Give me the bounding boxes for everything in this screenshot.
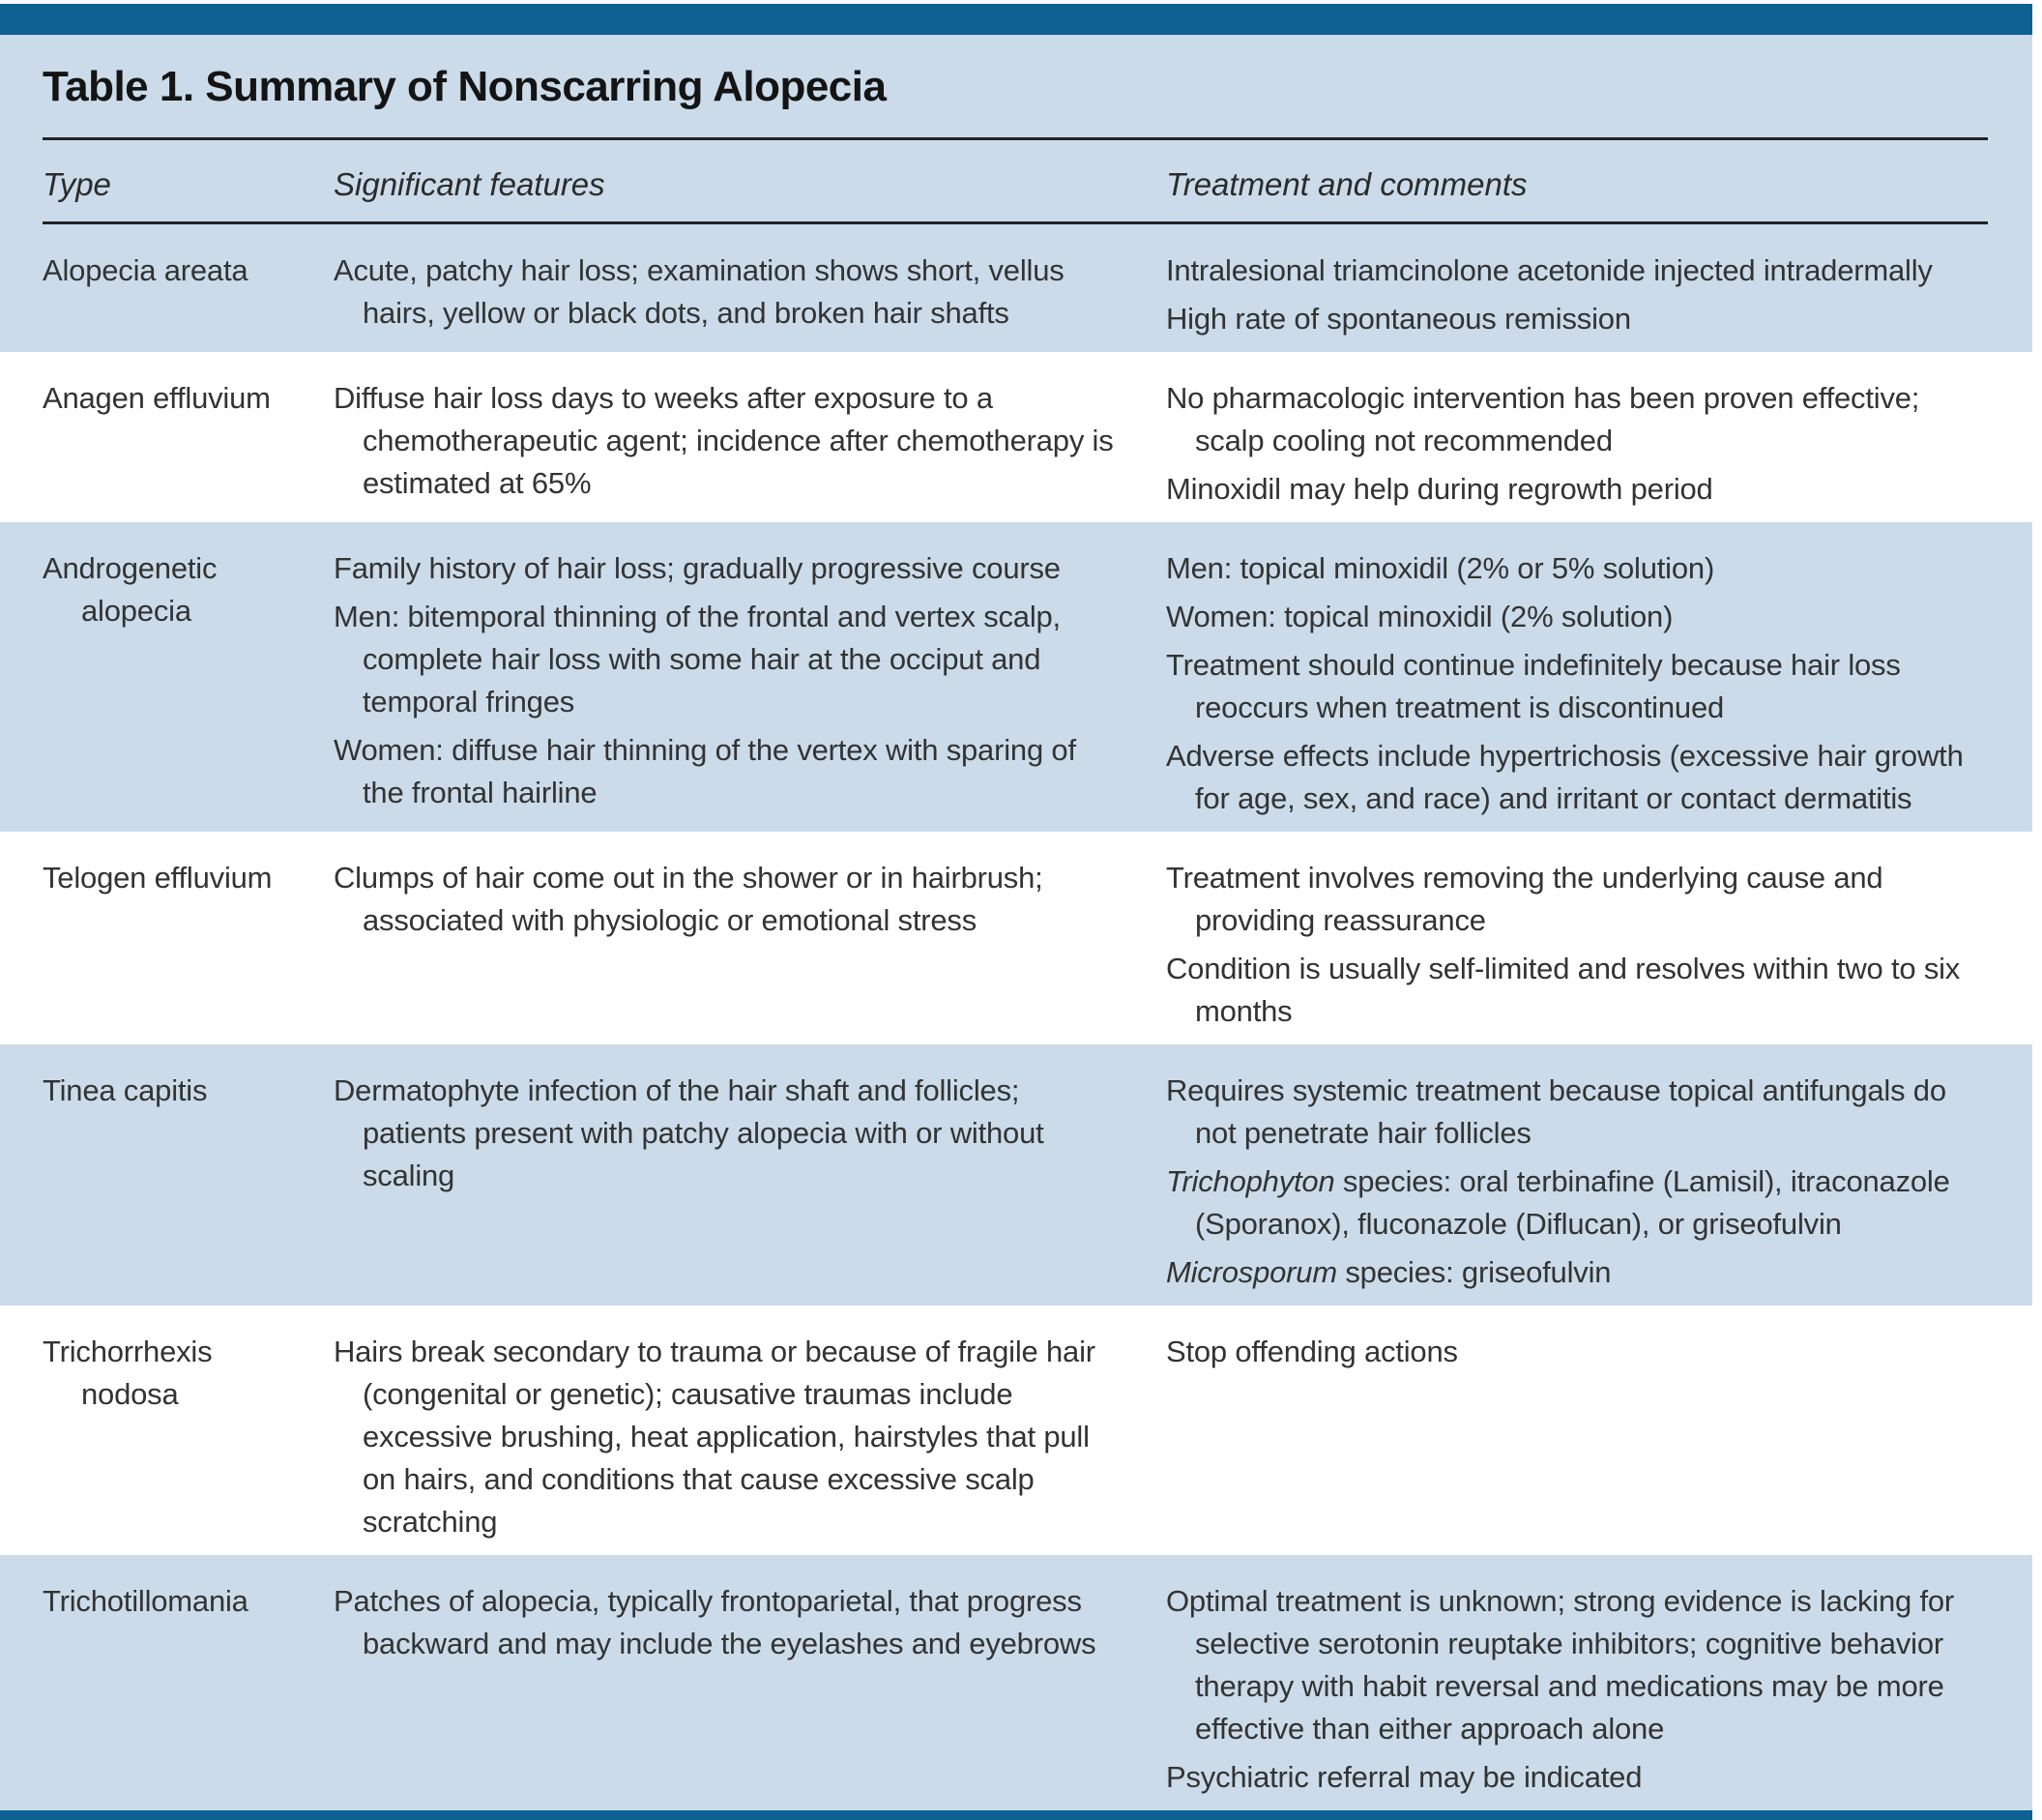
cell-paragraph: Condition is usually self-limited and resolves within two to six months [1166, 952, 1961, 1028]
table-header-block [0, 35, 2032, 224]
cell-paragraph: Stop offending actions [1166, 1335, 1458, 1368]
cell-paragraph: Women: topical minoxidil (2% solution) [1166, 600, 1674, 633]
table-body [0, 35, 2032, 1801]
table-row [0, 522, 2032, 832]
cell-paragraph: Trichophyton species: oral terbinafine (Lamisil), itraconazole (Sporanox), fluconazole (Diflucan), or griseofulvin [1166, 1164, 1950, 1241]
table-row [0, 352, 2032, 522]
type-cell: Anagen effluvium [43, 381, 271, 415]
cell-paragraph: Men: topical minoxidil (2% or 5% solution) [1166, 551, 1715, 585]
table-row [0, 1306, 2032, 1555]
column-header-features: Significant features [334, 166, 605, 202]
type-cell: Alopecia areata [43, 253, 248, 287]
column-header-type: Type [43, 166, 111, 202]
cell-paragraph: Acute, patchy hair loss; examination shows short, vellus hairs, yellow or black dots, and broken hair shafts [334, 253, 1065, 330]
features-cell [334, 250, 1166, 340]
top-accent-bar [0, 4, 2032, 35]
features-cell [334, 547, 1166, 820]
cell-paragraph: Psychiatric referral may be indicated [1166, 1760, 1643, 1794]
cell-paragraph: Requires systemic treatment because topical antifungals do not penetrate hair follicles [1166, 1073, 1946, 1150]
table-row [0, 224, 2032, 352]
cell-paragraph: Hairs break secondary to trauma or because of fragile hair (congenital or genetic); causative traumas include excessive brushing, heat application, hairstyles that pull on hairs, and conditions that cause excessive scalp scratching [334, 1335, 1095, 1539]
cell-paragraph: Family history of hair loss; gradually progressive course [334, 551, 1061, 585]
table-row [0, 832, 2032, 1044]
cell-paragraph: Adverse effects include hypertrichosis (excessive hair growth for age, sex, and race) and irritant or contact dermatitis [1166, 739, 1964, 815]
cell-paragraph: High rate of spontaneous remission [1166, 302, 1631, 336]
cell-paragraph: Clumps of hair come out in the shower or in hairbrush; associated with physiologic or emotional stress [334, 861, 1043, 937]
table-row [0, 1555, 2032, 1810]
column-header-treatment: Treatment and comments [1166, 166, 1528, 202]
treatment-cell [1166, 547, 1988, 820]
cell-paragraph: Intralesional triamcinolone acetonide injected intradermally [1166, 253, 1933, 287]
type-cell: Androgenetic alopecia [43, 551, 218, 628]
cell-paragraph: Diffuse hair loss days to weeks after exposure to a chemotherapeutic agent; incidence after chemotherapy is estimated at 65% [334, 381, 1114, 500]
type-cell: Tinea capitis [43, 1073, 208, 1107]
treatment-cell [1166, 1580, 1988, 1799]
cell-paragraph: Patches of alopecia, typically frontoparietal, that progress backward and may include the eyelashes and eyebrows [334, 1584, 1096, 1660]
cell-paragraph: Optimal treatment is unknown; strong evidence is lacking for selective serotonin reuptake inhibitors; cognitive behavior therapy with habit reversal and medications may be more effective than either approach alone [1166, 1584, 1955, 1746]
treatment-cell [1166, 250, 1988, 340]
type-cell: Trichotillomania [43, 1584, 248, 1618]
features-cell [334, 1070, 1166, 1294]
column-headers [43, 140, 1988, 221]
cell-paragraph: Treatment should continue indefinitely because hair loss reoccurs when treatment is discontinued [1166, 648, 1901, 724]
type-cell: Trichorrhexis nodosa [43, 1335, 213, 1411]
features-cell [334, 377, 1166, 511]
treatment-cell [1166, 857, 1988, 1033]
features-cell [334, 1331, 1166, 1543]
cell-paragraph: Microsporum species: griseofulvin [1166, 1255, 1612, 1289]
cell-paragraph: Women: diffuse hair thinning of the vertex with sparing of the frontal hairline [334, 733, 1076, 809]
table-row [0, 1044, 2032, 1306]
cell-paragraph: Men: bitemporal thinning of the frontal and vertex scalp, complete hair loss with some hair at the occiput and temporal fringes [334, 600, 1061, 719]
features-cell [334, 857, 1166, 1033]
type-cell: Telogen effluvium [43, 861, 273, 895]
cell-paragraph: Dermatophyte infection of the hair shaft and follicles; patients present with patchy alopecia with or without scaling [334, 1073, 1044, 1192]
treatment-cell [1166, 377, 1988, 511]
features-cell [334, 1580, 1166, 1799]
table-title: Table 1. Summary of Nonscarring Alopecia [43, 63, 887, 110]
table-rows [0, 224, 2032, 1810]
treatment-cell [1166, 1070, 1988, 1294]
cell-paragraph: Minoxidil may help during regrowth period [1166, 472, 1713, 506]
cell-paragraph: Treatment involves removing the underlying cause and providing reassurance [1166, 861, 1883, 937]
cell-paragraph: No pharmacologic intervention has been proven effective; scalp cooling not recommended [1166, 381, 1920, 457]
treatment-cell [1166, 1331, 1988, 1543]
